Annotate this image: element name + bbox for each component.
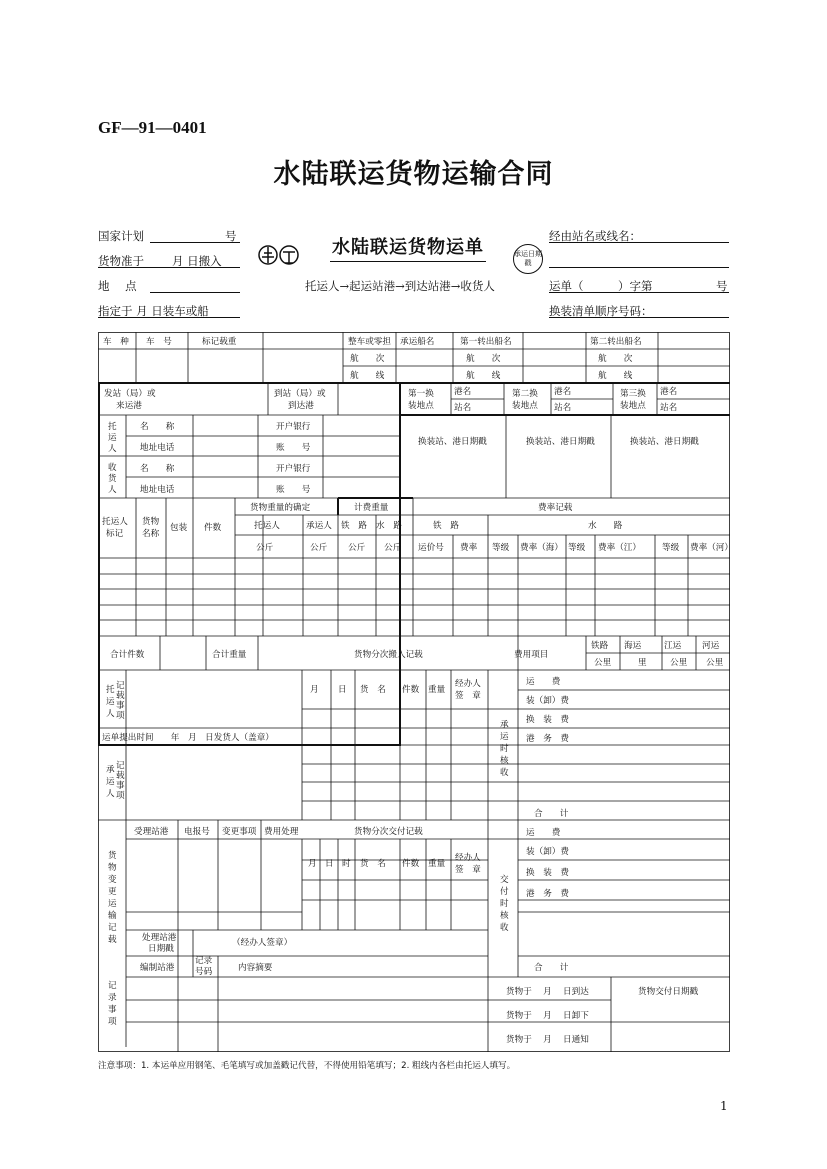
load-day-label: 日 [338,685,347,695]
carrier-remarks-vert-2: 运 [106,777,115,787]
delivery-check-vert-4: 核 [500,911,509,921]
km-label-1: 公里 [594,658,612,668]
shipper-vert-3: 人 [108,444,117,454]
carrier-check-vert-1: 承 [500,720,509,730]
main-title: 水陆联运货物运输合同 [273,159,554,190]
freight-label-2: 运 费 [526,828,561,838]
delivery-day-label: 日 [325,859,334,869]
plan-suffix: 号 [225,229,237,243]
via-field[interactable] [549,242,729,243]
arrived-label: 货物于 月 日到达 [506,987,589,997]
transfer-stamp-1: 换装站、港日期戳 [418,437,487,447]
summary-label: 内容摘要 [238,963,273,973]
railway-logo-icon [258,243,300,269]
port-fee-label-2: 港 务 费 [526,889,569,899]
handle-station-label-2: 日期戳 [148,944,174,954]
route-line-label-2: 航 线 [466,371,501,381]
second-transfer-ship-label: 第二转出船名 [590,337,642,347]
total-weight-label: 合计重量 [212,650,247,660]
delivery-check-vert-1: 交 [500,875,509,885]
route-flow: 托运人→起运站港→到达站港→收货人 [305,279,495,293]
notes: 注意事项：1. 本运单应用钢笔、毛笔填写或加盖戳记代替，不得使用铅笔填写；2. 粗线内各栏由托运人填写。 [98,1061,516,1071]
record-vert-3: 事 [108,1005,117,1015]
station-name-3: 站名 [660,403,678,413]
total-label-1: 合 计 [534,809,569,819]
total-label-2: 合 计 [534,963,569,973]
transfer-list-field[interactable] [549,317,729,318]
delivery-pieces-label: 件数 [402,859,420,869]
carrier-remarks-vert-4: 记 [116,761,125,771]
carrier-date-stamp: 承运日期戳 [513,244,543,274]
consignee-vert-3: 人 [108,485,117,495]
ship-name-label: 承运船名 [400,337,435,347]
fee-handling-label: 费用处理 [264,827,299,837]
change-vert-2: 物 [108,863,117,873]
delivery-hour-label: 时 [342,859,351,869]
tariff-no-label: 运价号 [418,543,444,553]
rate-record-label: 费率记载 [538,503,573,513]
route-line-label-3: 航 线 [598,371,633,381]
station-name-2: 站名 [554,403,572,413]
shipper-account-label: 账 号 [276,443,311,453]
waybill-no-mid: ）字第 [618,279,653,293]
consignee-name-label: 名 称 [140,464,175,474]
plan-field[interactable] [150,242,240,243]
batch-delivery-label: 货物分次交付记载 [354,827,423,837]
kg-label-2: 公斤 [310,543,328,553]
he-label: 河运 [702,641,720,651]
via-label: 经由站名或线名： [549,229,641,243]
accept-station-label: 受理站港 [134,827,169,837]
km-unit-li: 里 [638,658,647,668]
change-vert-5: 运 [108,899,117,909]
sea-label: 海运 [624,641,642,651]
pieces-label: 件数 [204,523,222,533]
load-weight-label: 重量 [428,685,446,695]
change-vert-3: 变 [108,875,117,885]
transfer-stamp-2: 换装站、港日期戳 [526,437,595,447]
handle-station-label: 处理站港 [142,933,177,943]
voyage-label-1: 航 次 [350,354,385,364]
arrive-station-label: 到站（局）或 [274,389,326,399]
km-label-2: 公里 [670,658,688,668]
change-vert-8: 载 [108,935,117,945]
total-pieces-label: 合计件数 [110,650,145,660]
freight-label-1: 运 费 [526,677,561,687]
goods-name-label-2: 名称 [142,529,160,539]
shipper-vert-2: 运 [108,433,117,443]
shipper-remarks-vert-3: 人 [106,709,115,719]
telegram-no-label: 电报号 [184,827,210,837]
shipper-remarks-vert-7: 项 [116,711,125,721]
billing-weight-label: 计费重量 [354,503,389,513]
record-no-label: 记录 [195,956,213,966]
consignee-vert-2: 货 [108,474,117,484]
full-or-part-label: 整车或零担 [348,337,391,347]
port-name-1: 港名 [454,387,472,397]
goods-name-label: 货物 [142,517,160,527]
waybill-no-suffix: 号 [716,279,728,293]
waterway-short-label: 水 路 [376,521,402,531]
load-pieces-label: 件数 [402,685,420,695]
carrier-check-vert-2: 运 [500,732,509,742]
third-transfer-label: 第三换 [620,389,646,399]
arrive-station-label-2: 到达港 [288,401,314,411]
first-transfer-label: 第一换 [408,389,434,399]
carrier-remarks-vert-3: 人 [106,789,115,799]
notified-label: 货物于 月 日通知 [506,1035,589,1045]
carrier-check-vert-4: 核 [500,756,509,766]
rate-he-label: 费率（河） [690,543,733,553]
record-vert-2: 录 [108,993,117,1003]
first-transfer-ship-label: 第一转出船名 [460,337,512,347]
shipper-vert-1: 托 [108,422,117,432]
kg-label-3: 公斤 [348,543,366,553]
shipper-remarks-vert-2: 运 [106,697,115,707]
carrier-remarks-vert-5: 载 [116,771,125,781]
waybill-no-field[interactable] [549,292,729,293]
change-vert-4: 更 [108,887,117,897]
transfer-fee-label-1: 换 装 费 [526,715,569,725]
km-label-3: 公里 [706,658,724,668]
second-transfer-label: 第二换 [512,389,538,399]
approve-label: 货物准于 [98,254,144,268]
port-fee-label-1: 港 务 费 [526,734,569,744]
shipper-remarks-vert-4: 记 [116,681,125,691]
kg-label-4: 公斤 [384,543,402,553]
page-number: 1 [720,1099,728,1113]
record-vert-1: 记 [108,981,117,991]
handler-seal-label: （经办人签章） [232,938,293,948]
shipper-remarks-vert-1: 托 [106,685,115,695]
carrier-remarks-vert-7: 项 [116,791,125,801]
shipper-mark-label: 托运人 [102,517,128,527]
waterway-label: 水 路 [588,521,623,531]
voyage-label-2: 航 次 [466,354,501,364]
change-vert-1: 货 [108,851,117,861]
consignee-account-label: 账 号 [276,485,311,495]
by-shipper-label: 托运人 [254,521,280,531]
jiang-label: 江运 [664,641,682,651]
second-transfer-label-2: 装地点 [512,401,538,411]
depart-station-label-2: 来运港 [116,401,142,411]
weight-determined-label: 货物重量的确定 [250,503,311,513]
shipper-address-label: 地址电话 [140,443,175,453]
load-weight-label: 标记载重 [202,337,237,347]
delivery-handler-label-2: 签 章 [455,865,481,875]
location-field[interactable] [150,292,240,293]
shipper-remarks-vert-5: 载 [116,691,125,701]
port-name-2: 港名 [554,387,572,397]
car-type-label: 车 种 [103,337,129,347]
consignee-address-label: 地址电话 [140,485,175,495]
approve-field[interactable] [98,267,240,268]
station-name-1: 站名 [454,403,472,413]
document-code: GF—91—0401 [98,118,207,137]
shipper-remarks-vert-6: 事 [116,701,125,711]
transfer-list-label: 换装清单顺序号码： [549,304,653,318]
compile-station-label: 编制站港 [140,963,175,973]
load-handler-label: 经办人 [455,679,481,689]
railway-rate-label: 铁 路 [433,521,459,531]
change-vert-7: 记 [108,923,117,933]
car-no-label: 车 号 [146,337,172,347]
railway-label: 铁 路 [341,521,367,531]
port-name-3: 港名 [660,387,678,397]
change-item-label: 变更事项 [222,827,257,837]
load-goods-name-label: 货 名 [360,685,386,695]
load-unload-fee-label-2: 装（卸）费 [526,847,569,857]
carrier-remarks-vert-6: 事 [116,781,125,791]
carrier-remarks-vert-1: 承 [106,765,115,775]
waybill-form-grid [98,332,733,1052]
grade-label-1: 等级 [492,543,510,553]
delivery-handler-label: 经办人 [455,853,481,863]
unloaded-label: 货物于 月 日卸下 [506,1011,589,1021]
delivery-check-vert-2: 付 [500,887,509,897]
record-no-label-2: 号码 [195,967,213,977]
first-transfer-label-2: 装地点 [408,401,434,411]
route-line-label-1: 航 线 [350,371,385,381]
record-vert-4: 项 [108,1017,117,1027]
batch-load-label: 货物分次搬入记载 [354,650,423,660]
rate-jiang-label: 费率（江） [598,543,641,553]
delivery-goods-name-label: 货 名 [360,859,386,869]
load-month-label: 月 [310,685,319,695]
delivery-weight-label: 重量 [428,859,446,869]
consignee-bank-label: 开户银行 [276,464,311,474]
load-unload-fee-label-1: 装（卸）费 [526,696,569,706]
carrier-check-vert-3: 时 [500,744,509,754]
grade-label-2: 等级 [568,543,586,553]
rail-short-label: 铁路 [591,641,609,651]
change-vert-6: 输 [108,911,117,921]
location-label: 地 点 [98,279,143,293]
packing-label: 包装 [170,523,188,533]
shipper-name-label: 名 称 [140,422,175,432]
plan-label: 国家计划 [98,229,144,243]
via-field-2[interactable] [549,267,729,268]
shipper-mark-label-2: 标记 [106,529,124,539]
by-carrier-label: 承运人 [306,521,332,531]
depart-station-label: 发站（局）或 [104,389,156,399]
delivery-month-label: 月 [308,859,317,869]
load-handler-label-2: 签 章 [455,691,481,701]
transfer-stamp-3: 换装站、港日期戳 [630,437,699,447]
waybill-title: 水陆联运货物运单 [330,233,486,262]
voyage-label-3: 航 次 [598,354,633,364]
delivery-date-stamp-label: 货物交付日期戳 [638,987,699,997]
kg-label-1: 公斤 [256,543,274,553]
delivery-check-vert-3: 时 [500,899,509,909]
delivery-check-vert-5: 收 [500,923,509,933]
designated-field[interactable] [98,317,240,318]
carrier-check-vert-5: 收 [500,768,509,778]
designated-label: 指定于 月 日装车或船 [98,304,209,318]
shipper-bank-label: 开户银行 [276,422,311,432]
grade-label-3: 等级 [662,543,680,553]
consignee-vert-1: 收 [108,463,117,473]
third-transfer-label-2: 装地点 [620,401,646,411]
waybill-no-prefix: 运单（ [549,279,584,293]
submit-time-label: 运单提出时间 年 月 日发货人（盖章） [102,733,274,743]
rate-sea-label: 费率（海） [520,543,563,553]
transfer-fee-label-2: 换 装 费 [526,868,569,878]
rate-label: 费率 [460,543,478,553]
approve-suffix: 月 日搬入 [172,254,222,268]
fee-items-label: 费用项目 [514,650,549,660]
